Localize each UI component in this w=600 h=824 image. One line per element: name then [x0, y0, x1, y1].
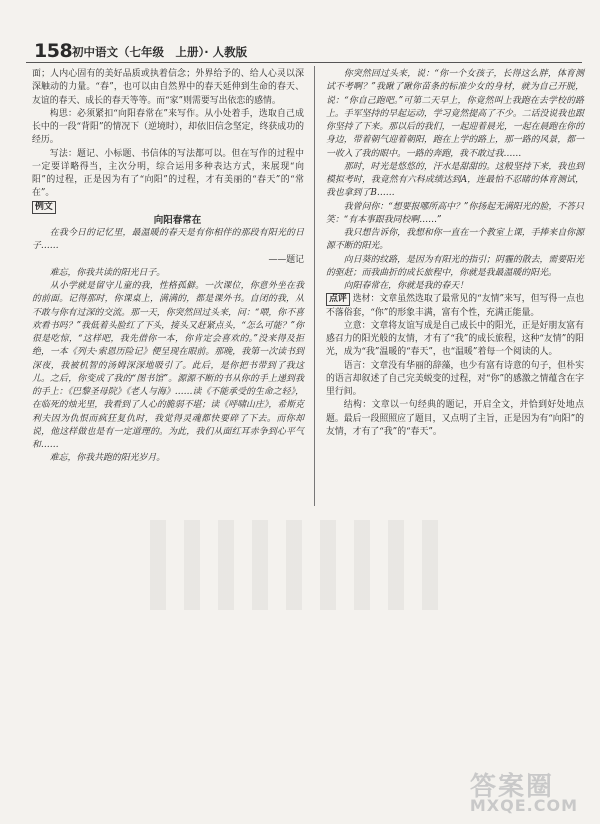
comment-language: 语言：文章没有华丽的辞藻，也少有富有诗意的句子，但朴实的语言却叙述了自己完美蜕变的过程，对“你”的感激之情蕴含在字里行间。	[326, 360, 584, 397]
comment-selection-text: 选材：文章虽然选取了最常见的“友情”来写，但写得一点也不落俗套，“你”的形象丰满，富有个性，充满正能量。	[326, 294, 584, 318]
essay-paragraph-3: 难忘，你我共跑的阳光岁月。	[49, 453, 166, 464]
essay-conclusion: 向阳春常在，你就是我的春天！	[343, 281, 469, 291]
comment-theme: 立意：文章将友谊写成是自己成长中的阳光，正是好朋友富有感召力的阳光般的友情，才有了“我”的成长旅程，这种“友情”的阳光，成为“我”温暖的“春天”，也“温暖”着每一个阅读的人。	[326, 320, 584, 358]
right-column	[326, 68, 584, 439]
watermark-logo-text: 答案圈	[469, 772, 554, 802]
bleed-through-shadow	[150, 520, 450, 610]
essay-paragraph-5: 那时，时光是悠悠的，汗水是甜甜的。这般坚持下来，我也到模拟考时，我竟然有六科成绩达到A，连最怕不忍睹的体育测试，我也拿到了B……	[326, 161, 584, 199]
essay-paragraph-1: 难忘，你我共读的阳光日子。	[49, 267, 166, 278]
essay-paragraph-2: 从小学就是留守儿童的我，性格孤僻。一次课位，你意外坐在我的前面。记得那时，你课桌上，满满的，都是课外书。自闭的我，从不敢与你有过深的交流。那一天，你突然回过头来，问：“喂，你不喜欢看书吗？”我低着头脸红了下头，接头又赶紧点头，“怎么可能？”你很是吃惊，“这样吧，我先借你一本，你肯定会喜欢的。”没来得及拒绝，一本《列夫·索恩历险记》便呈现在眼前。那晚，我第一次读书到深夜，我被机智的汤姆深深地吸引了。此后，是你把书带到了我这儿。之后，你变成了我的“图书馆”。源源不断的书从你的手上递到我的手上：《巴黎圣母院》《老人与海》……读《不能承受的生命之轻》，在临死的烛光里，我看到了人心的脆弱不堪；读《呼啸山庄》，希斯克利夫因为仇恨而疯狂复仇时，我觉得灵魂都快要碎了下去。而你却说，他这样做也是有一定道理的。为此，我们从面红耳赤争到心平气和……	[32, 281, 304, 450]
example-heading	[32, 201, 304, 214]
comment-label: 点评	[326, 293, 350, 306]
guide-paragraph-1: 面；人内心固有的美好品质或执着信念；外界给予的、给人心灵以深深触动的力量。“春”，也可以由自然界中的春天延伸到生命的春天、友谊的春天、成长的春天等等。而“家”则需要写出依恋的感情。	[32, 69, 304, 106]
essay-paragraph-4: 你突然回过头来，说：“你一个女孩子，长得这么胖，体育测试不考啊？”我瞅了瞅你苗条的标准少女的身材，就为自己开脱，说：“你自己跑吧。”可第二天早上，你竟然叫上我跑在去学校的路上。手军坚持的早起运动，学习竟然提高了不少。二话没说我也跟你坚持了下来。那以后的我们，一起迎着晨光，一起在晨跑在你的身边，带着朝气迎着朝阳，跑在上学的路上，那一路的风景，都一一收入了我的眼中。一路的奔跑，我不敢过我……	[326, 69, 584, 159]
guide-paragraph-conception: 构思：必须紧扣“向阳春常在”来写作。从小处着手，选取自己成长中的一段“背阳”的情况下（逆境时），却依旧信念坚定，终获成功的经历。	[32, 108, 304, 146]
page-number: 158	[34, 40, 73, 62]
column-divider	[314, 66, 315, 506]
essay-title: 向阳春常在	[153, 214, 202, 226]
example-label: 例文	[32, 201, 56, 214]
header-rule	[26, 62, 582, 63]
book-title: 初中语文（七年级 上册）· 人教版	[72, 45, 248, 59]
page-header	[26, 40, 586, 62]
comment-structure: 结构：文章以一句经典的题记，开启全文，并恰到好处地点题。最后一段照照应了题目，又点明了主旨，正是因为有“向阳”的友情，才有了“我”的“春天”。	[326, 400, 584, 437]
epigraph-signature: ——题记	[268, 254, 304, 265]
essay-epigraph: 在我今日的记忆里，最温暖的春天是有你相伴的那段有阳光的日子……	[32, 228, 304, 252]
essay-paragraph-8: 向日葵的纹路，是因为有阳光的指引；阴霾的散去，需要阳光的驱赶；而我曲折的成长旅程中，你就是我最温暖的阳光。	[326, 254, 584, 278]
watermark-url: MXQE.COM	[469, 796, 578, 815]
comment-selection	[326, 293, 584, 320]
essay-paragraph-7: 我只想告诉你，我想和你一直在一个教室上课，手捧来自你源源不断的阳光。	[326, 228, 584, 252]
site-watermark	[462, 766, 582, 816]
guide-paragraph-writing: 写法：题记、小标题、书信体的写法都可以。但在写作的过程中一定要详略得当，主次分明，综合运用多种表达方式，来展现“向阳”的过程，正是因为有了“向阳”的过程，才有美丽的“春天”的“常在”。	[32, 148, 304, 199]
essay-paragraph-6: 我曾问你：“想要报哪所高中？”你扬起无满阳光的脸，不答只笑：“有本事跟我同校啊……”	[326, 201, 584, 225]
left-column	[32, 68, 304, 466]
